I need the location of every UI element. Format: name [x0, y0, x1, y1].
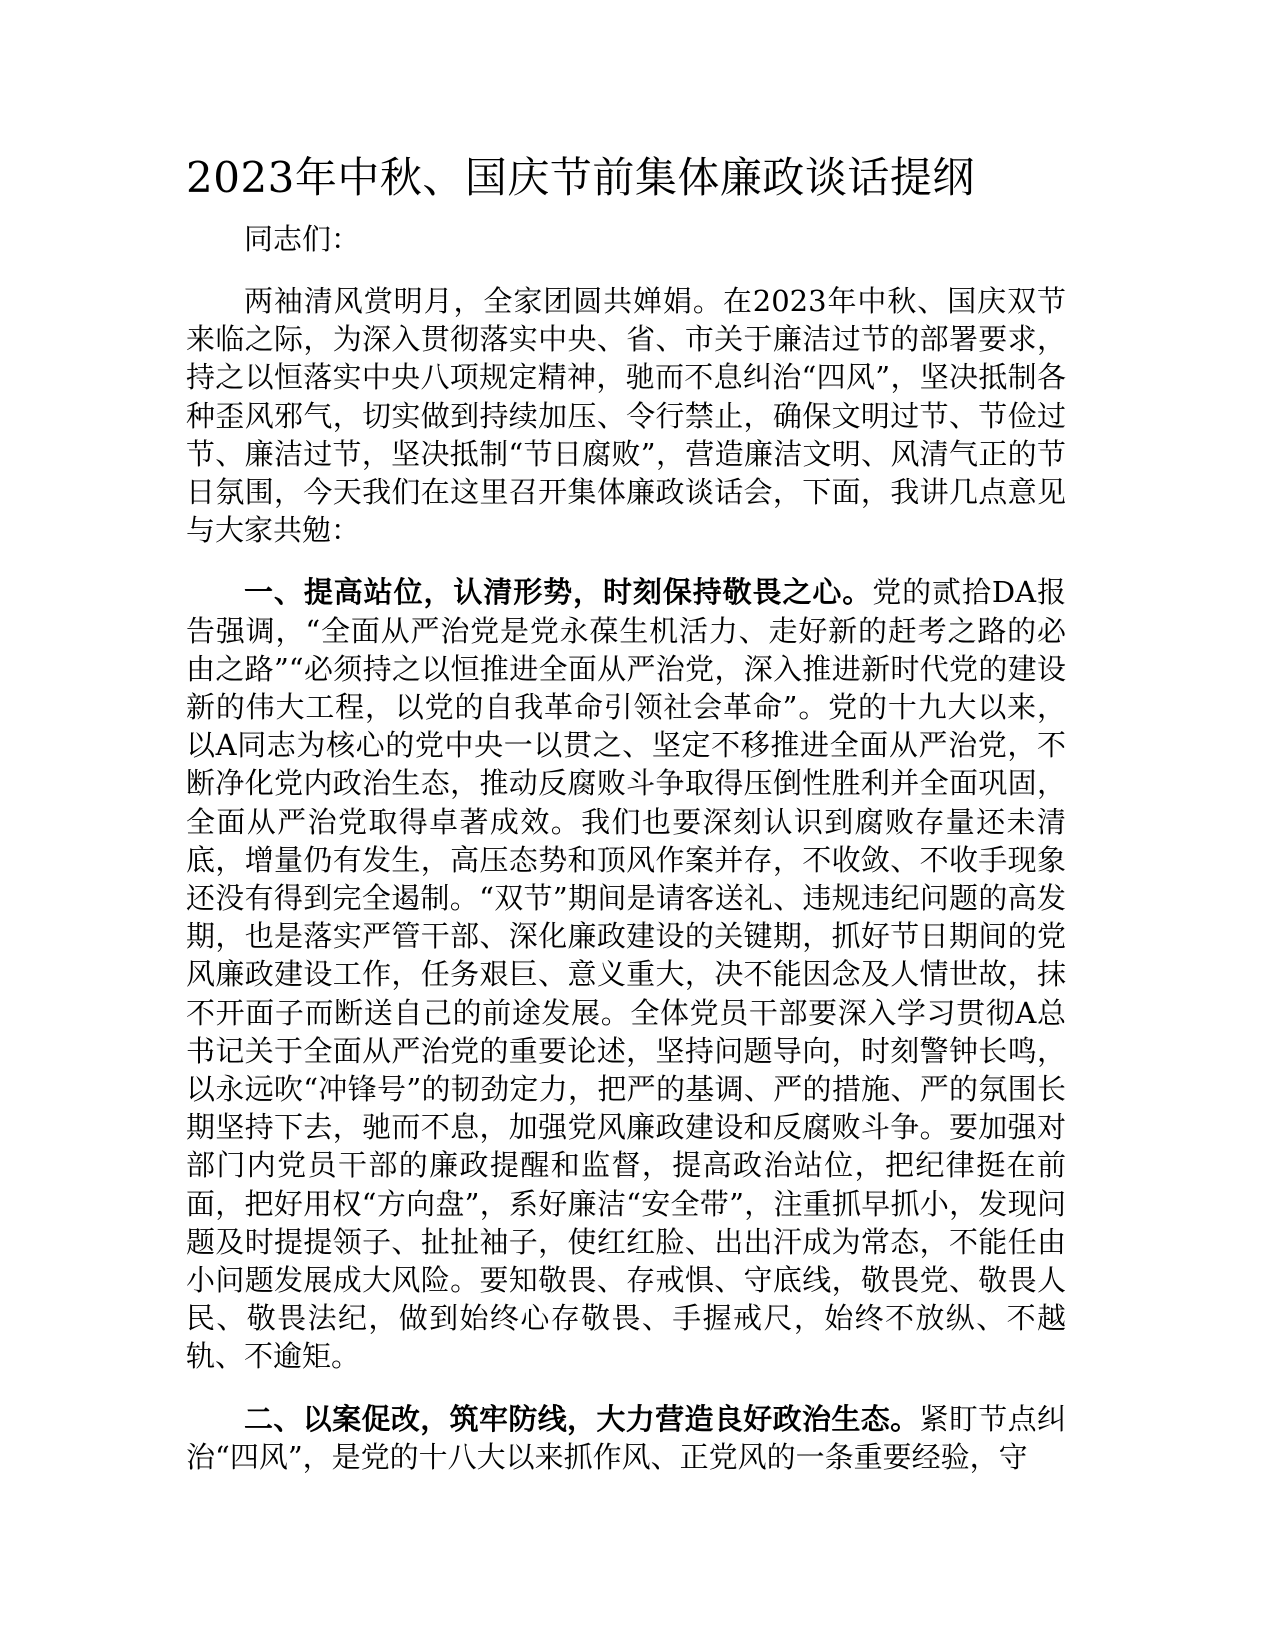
- intro-paragraph: 两袖清风赏明月，全家团圆共婵娟。在2023年中秋、国庆双节来临之际，为深入贯彻落实中央、省、市关于廉洁过节的部署要求，持之以恒落实中央八项规定精神，驰而不息纠治“四风”，坚决抵制各种歪风邪气，切实做到持续加压、令行禁止，确保文明过节、节俭过节、廉洁过节，坚决抵制“节日腐败”，营造廉洁文明、风清气正的节日氛围，今天我们在这里召开集体廉政谈话会，下面，我讲几点意见与大家共勉：: [186, 284, 1066, 548]
- document-page: [186, 150, 1066, 1500]
- section-1-body: 党的贰拾DA报告强调，“全面从严治党是党永葆生机活力、走好新的赶考之路的必由之路”“必须持之以恒推进全面从严治党，深入推进新时代党的建设新的伟大工程，以党的自我革命引领社会革命”。党的十九大以来，以A同志为核心的党中央一以贯之、坚定不移推进全面从严治党，不断净化党内政治生态，推动反腐败斗争取得压倒性胜利并全面巩固，全面从严治党取得卓著成效。我们也要深刻认识到腐败存量还未清底，增量仍有发生，高压态势和顶风作案并存，不收敛、不收手现象还没有得到完全遏制。“双节”期间是请客送礼、违规违纪问题的高发期，也是落实严管干部、深化廉政建设的关键期，抓好节日期间的党风廉政建设工作，任务艰巨、意义重大，决不能因念及人情世故，抹不开面子而断送自己的前途发展。全体党员干部要深入学习贯彻A总书记关于全面从严治党的重要论述，坚持问题导向，时刻警钟长鸣，以永远吹“冲锋号”的韧劲定力，把严的基调、严的措施、严的氛围长期坚持下去，驰而不息，加强党风廉政建设和反腐败斗争。要加强对部门内党员干部的廉政提醒和监督，提高政治站位，把纪律挺在前面，把好用权“方向盘”，系好廉洁“安全带”，注重抓早抓小，发现问题及时提提领子、扯扯袖子，使红红脸、出出汗成为常态，不能任由小问题发展成大风险。要知敬畏、存戒惧、守底线，敬畏党、敬畏人民、敬畏法纪，做到始终心存敬畏、手握戒尺，始终不放纵、不越轨、不逾矩。: [186, 575, 1066, 1374]
- section-2-paragraph: [186, 1400, 1066, 1476]
- section-2-body: 紧盯节点纠治“四风”，是党的十八大以来抓作风、正党风的一条重要经验，守: [186, 1401, 1066, 1474]
- section-1-paragraph: [186, 573, 1066, 1375]
- salutation: 同志们：: [244, 222, 361, 256]
- section-1-heading: 一、提高站位，认清形势，时刻保持敬畏之心。: [244, 575, 873, 610]
- section-2-heading: 二、以案促改，筑牢防线，大力营造良好政治生态。: [244, 1401, 920, 1436]
- document-title: 2023年中秋、国庆节前集体廉政谈话提纲: [186, 153, 975, 202]
